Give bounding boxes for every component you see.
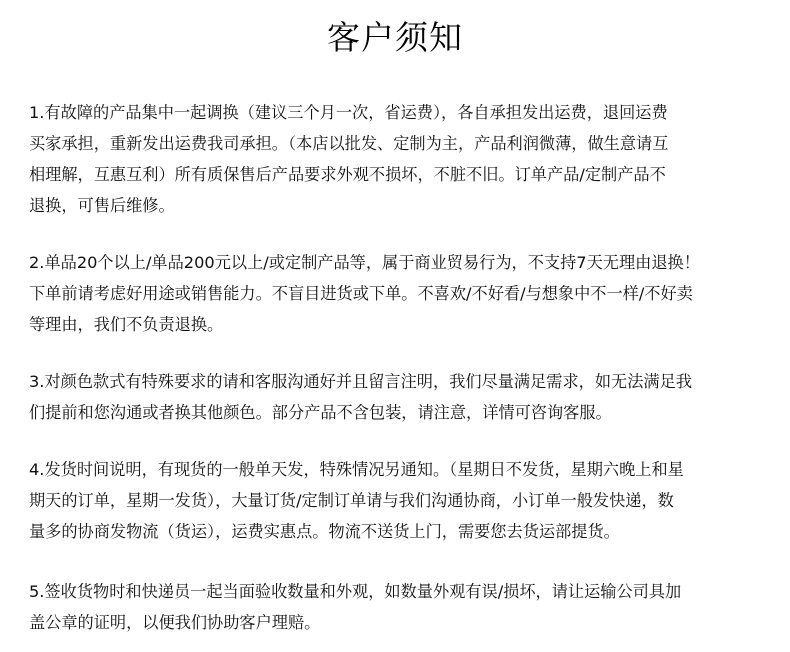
- notice-line: 4.发货时间说明，有现货的一般单天发，特殊情况另通知。（星期日不发货，星期六晚上和星: [29, 460, 684, 479]
- notice-line: 们提前和您沟通或者换其他颜色。部分产品不含包装，请注意，详情可咨询客服。: [29, 403, 612, 422]
- notice-line: 买家承担，重新发出运费我司承担。（本店以批发、定制为主，产品利润微薄，做生意请互: [29, 134, 669, 153]
- notice-line: 等理由，我们不负责退换。: [29, 315, 224, 334]
- notice-line: 2.单品20个以上/单品200元以上/或定制产品等，属于商业贸易行为，不支持7天无理由退换！: [29, 253, 700, 272]
- notice-line: 3.对颜色款式有特殊要求的请和客服沟通好并且留言注明，我们尽量满足需求，如无法满足我: [29, 372, 692, 391]
- notice-line: 退换，可售后维修。: [29, 196, 175, 215]
- notice-line: 量多的协商发物流（货运），运费实惠点。物流不送货上门，需要您去货运部提货。: [29, 522, 620, 541]
- notice-line: 期天的订单，星期一发货），大量订货/定制订单请与我们沟通协商，小订单一般发快递，数: [29, 491, 674, 510]
- notice-section-5: [29, 576, 774, 638]
- notice-line: 1.有故障的产品集中一起调换（建议三个月一次，省运费），各自承担发出运费，退回运费: [29, 103, 668, 122]
- notice-section-4: [29, 454, 774, 547]
- notice-section-2: [29, 247, 774, 340]
- page-title: 客户须知: [327, 18, 463, 57]
- notice-section-1: [29, 97, 774, 221]
- notice-line: 相理解，互惠互利）所有质保售后产品要求外观不损坏，不脏不旧。订单产品/定制产品不: [29, 165, 666, 184]
- notice-line: 盖公章的证明，以便我们协助客户理赔。: [29, 613, 321, 632]
- notice-line: 5.签收货物时和快递员一起当面验收数量和外观，如数量外观有误/损坏，请让运输公司具加: [29, 582, 682, 601]
- notice-section-3: [29, 366, 774, 428]
- notice-line: 下单前请考虑好用途或销售能力。不盲目进货或下单。不喜欢/不好看/与想象中不一样/不好卖: [29, 284, 693, 303]
